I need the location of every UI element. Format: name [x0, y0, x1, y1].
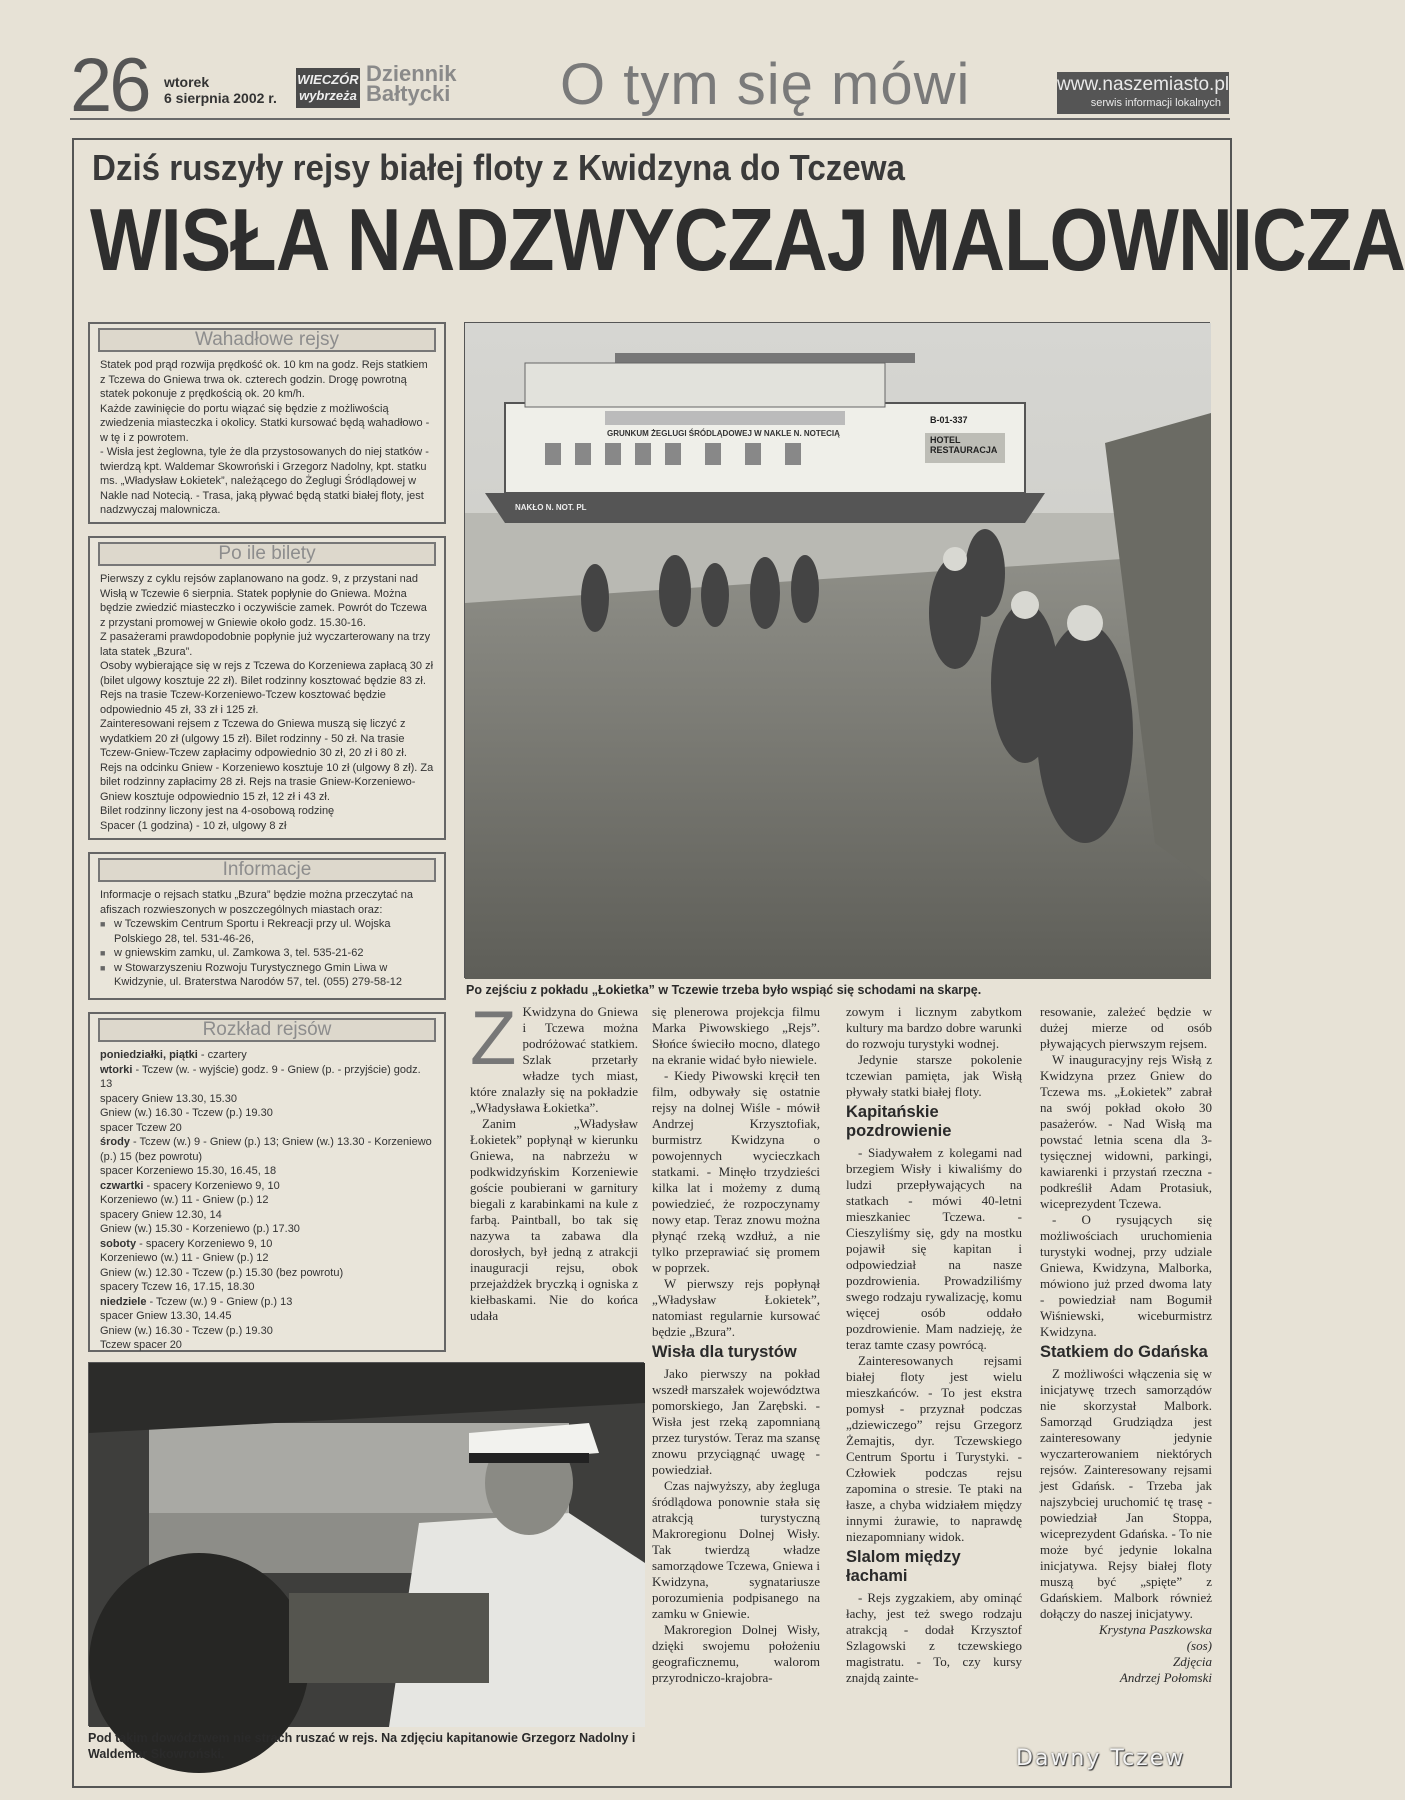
box-rozklad-rejsow	[88, 1012, 446, 1352]
paragraph: Zanim „Władysław Łokietek” popłynął w kierunku Gniewa, na nabrzeżu w podkwidzyńskim Korzeniewie goście poubierani w garnitury biegali z karabinkami na kule z farbą. Paintball, bo tak się nazywa ta zabawa dla dorosłych, był jedną z atrakcji inauguracji rejsu, obok przejażdżek bryczką i ogniska z kiełbaskami. Nie do końca udała	[470, 1116, 638, 1323]
issue-date-text: 6 sierpnia 2002 r.	[164, 90, 277, 106]
box-title: Informacje	[98, 858, 436, 882]
schedule-text: - spacery Korzeniewo 9, 10	[136, 1237, 273, 1250]
paragraph: Kwidzyna do Gniewa i Tczewa można podróżować statkiem. Szlak przetarły władze tych miast, które znalazły się na pokładzie „Władysława Łokietka”.	[470, 1004, 638, 1115]
schedule-text: - spacery Korzeniewo 9, 10	[143, 1179, 280, 1192]
page-number: 26	[70, 43, 149, 128]
schedule-day: poniedziałki, piątki	[100, 1049, 198, 1061]
boat-sign-hotel: HOTEL RESTAURACJA	[930, 435, 998, 455]
schedule-line	[100, 1164, 434, 1179]
schedule-line	[100, 1048, 434, 1063]
schedule-line	[100, 1222, 434, 1237]
schedule-text: Gniew (w.) 16.30 - Tczew (p.) 19.30	[100, 1324, 273, 1337]
box-title: Rozkład rejsów	[98, 1018, 436, 1042]
box-informacje	[88, 852, 446, 1000]
schedule-line	[100, 1251, 434, 1266]
paragraph: Jako pierwszy na pokład wszedł marszałek województwa pomorskiego, Jan Zarębski. - Wisła jest rzeką zapomnianą przez turystów. Teraz ma szansę znowu przyciągnąć uwagę - powiedział.	[652, 1366, 820, 1477]
schedule-text: Gniew (w.) 12.30 - Tczew (p.) 15.30 (bez powrotu)	[100, 1266, 344, 1279]
info-list	[100, 917, 434, 990]
schedule-text: spacer Gniew 13.30, 14.45	[100, 1310, 232, 1322]
paragraph: Makroregion Dolnej Wisły, dzięki swojemu położeniu geograficznemu, walorom przyrodniczo-krajobra-	[652, 1622, 820, 1685]
drop-cap: Z	[470, 996, 517, 1081]
paragraph: - O rysujących się możliwościach uruchomienia turystyki wodnej, przy udziale Gniewa, Kwidzyna, Malborka, mówiono już przed dwoma laty - powiedział nam Bogumił Wiśniewski, wiceburmistrz Kwidzyna.	[1040, 1212, 1212, 1339]
captains-photo-illustration	[89, 1363, 645, 1727]
schedule-day: soboty	[100, 1237, 137, 1250]
section-title: O tym się mówi	[560, 52, 971, 117]
paragraph: - Rejs zygzakiem, aby ominąć łachy, jest też swego rodzaju atrakcją - dodał Krzysztof Szlagowski z tczewskiego magistratu. - To, czy kursy znajdą zainte-	[846, 1590, 1022, 1685]
photo-credit-label: Zdjęcia	[1173, 1654, 1212, 1669]
list-item: ■ w Tczewskim Centrum Sportu i Rekreacji przy ul. Wojska Polskiego 28, tel. 531-46-26,	[100, 917, 434, 946]
paragraph: resowanie, zależeć będzie w dużej mierze od osób pływających pierwszym rejsem.	[1040, 1004, 1212, 1051]
subheading: Statkiem do Gdańska	[1040, 1343, 1208, 1361]
bottom-photo-caption: Pod takim dowództwem nie strach ruszać w rejs. Na zdjęciu kapitanowie Grzegorz Nadolny i Waldemar Skowroński.	[88, 1731, 636, 1761]
photo-captains	[88, 1362, 644, 1726]
paragraph: Zainteresowanych rejsami białej floty jest wielu mieszkańców. - To jest ekstra pomysł - przyznał podczas „dziewiczego” rejsu Grzegorz Żemajtis, dyr. Tczewskiego Centrum Sportu i Turystyki. - Człowiek podczas rejsu zapomina o stresie. Te ptaki na łasze, a chyba widziałem między innymi żurawie, to naprawdę niezapomniany widok.	[846, 1353, 1022, 1544]
website-badge	[1057, 72, 1229, 114]
list-item: ■ w gniewskim zamku, ul. Zamkowa 3, tel. 535-21-62	[100, 946, 434, 961]
schedule-line	[100, 1309, 434, 1324]
newspaper-logo-box: WIECZÓR wybrzeża	[296, 68, 360, 108]
article-column-1	[470, 996, 638, 1324]
issue-date	[164, 74, 277, 106]
schedule-line	[100, 1135, 434, 1164]
schedule-text: Korzeniewo (w.) 11 - Gniew (p.) 12	[100, 1252, 269, 1264]
website-tagline: serwis informacji lokalnych	[1090, 97, 1221, 109]
schedule-line	[100, 1237, 434, 1252]
schedule-text: Gniew (w.) 15.30 - Korzeniewo (p.) 17.30	[100, 1223, 300, 1235]
schedule-list	[100, 1048, 434, 1353]
schedule-line	[100, 1208, 434, 1223]
schedule-text: spacery Tczew 16, 17.15, 18.30	[100, 1281, 255, 1293]
schedule-line	[100, 1338, 434, 1353]
article-column-4	[1040, 1004, 1212, 1686]
author-signature: Krystyna Paszkowska	[1098, 1622, 1212, 1637]
website-url: www.naszemiasto.pl	[1057, 74, 1230, 95]
schedule-line	[100, 1092, 434, 1107]
schedule-line	[100, 1063, 434, 1092]
schedule-day: niedziele	[100, 1295, 147, 1308]
header-rule	[70, 118, 1230, 120]
list-item: ■ w Stowarzyszeniu Rozwoju Turystycznego Gmin Liwa w Kwidzynie, ul. Braterstwa Narodów 57, tel. (055) 279-58-12	[100, 961, 434, 990]
article-headline: WISŁA NADZWYCZAJ MALOWNICZA	[90, 190, 1405, 289]
issue-day: wtorek	[164, 74, 210, 90]
schedule-text: - Tczew (w.) 9 - Gniew (p.) 13; Gniew (w.) 13.30 - Korzeniewo (p.) 15 (bez powrotu)	[100, 1136, 432, 1163]
subheading: Slalom między łachami	[846, 1548, 961, 1585]
paragraph: się plenerowa projekcja filmu Marka Piwowskiego „Rejs”. Słońce świeciło mocno, dlatego na ekranie widać było niewiele.	[652, 1004, 820, 1067]
schedule-day: wtorki	[100, 1063, 133, 1076]
box-intro: Informacje o rejsach statku „Bzura” będzie można przeczytać na afiszach rozwieszonych w poszczególnych miastach oraz:	[100, 889, 414, 916]
box-text: Statek pod prąd rozwija prędkość ok. 10 km na godz. Rejs statkiem z Tczewa do Gniewa trwa ok. czterech godzin. Drogę powrotną statek pokonuje z prędkością ok. 20 km/h. Każde zawinięcie do portu wiązać się będzie z możliwością zwiedzenia miasteczka i okolicy. Statki kursować będą wahadłowo - w tę i z powrotem. - Wisła jest żeglowna, tyle że dla przystosowanych do niej statków - twierdzą kpt. Waldemar Skowroński i Grzegorz Nadolny, kpt. statku ms. „Władysław Łokietek”, należącego do Żeglugi Śródlądowej w Nakle nad Notecią. - Trasa, jaką pływać będą statki białej floty, jest nadzwyczaj malownicza.	[100, 359, 430, 516]
boat-photo-illustration	[465, 323, 1211, 979]
paragraph: Czas najwyższy, aby żegluga śródlądowa ponownie stała się atrakcją turystyczną Makroregionu Dolnej Wisły. Tak twierdzą władze samorządowe Tczewa, Gniewa i Kwidzyna, sygnatariusze porozumienia podpisanego na zamku w Gniewie.	[652, 1478, 820, 1621]
schedule-line	[100, 1106, 434, 1121]
box-title: Po ile bilety	[98, 542, 436, 566]
paragraph: Z możliwości włączenia się w inicjatywę trzech samorządów nie skorzystał Malbork. Samorząd Grudziądza jest zainteresowany jedynie wyczarterowaniem niektórych rejsów. Zainteresowany rejsami jest Gdańsk. - Trzeba jak najszybciej uruchomić tę trasę - powiedział Jan Stoppa, wiceprezydent Gdańska. - To nie może być jedynie lokalna inicjatywa. Rejsy białej floty muszą być „spięte” z Gdańskiem. Malbork również dołączy do naszej inicjatywy.	[1040, 1366, 1212, 1621]
schedule-line	[100, 1324, 434, 1339]
box-wahadlowe-rejsy	[88, 322, 446, 524]
top-photo-caption: Po zejściu z pokładu „Łokietka” w Tczewie trzeba było wspiąć się schodami na skarpę.	[466, 983, 982, 997]
author-initials: (sos)	[1186, 1638, 1212, 1653]
boat-sign-text: GRUNKUM ŻEGLUGI ŚRÓDLĄDOWEJ W NAKLE N. NOTECIĄ	[607, 429, 840, 438]
box-text: Pierwszy z cyklu rejsów zaplanowano na godz. 9, z przystani nad Wisłą w Tczewie 6 sierpnia. Statek popłynie do Gniewa. Można będzie zwiedzić miasteczko i oczywiście zamek. Powrót do Tczewa z przystani promowej w Gniewie około godz. 15.30-16. Z pasażerami prawdopodobnie popłynie już wyczarterowany na trzy lata statek „Bzura”. Osoby wybierające się w rejs z Tczewa do Korzeniewa zapłacą 30 zł (bilet ulgowy kosztuje 22 zł). Bilet rodzinny kosztować będzie 83 zł. Rejs na trasie Tczew-Korzeniewo-Tczew kosztować będzie odpowiednio 45 zł, 33 zł i 125 zł. Zainteresowani rejsem z Tczewa do Gniewa muszą się liczyć z wydatkiem 20 zł (ulgowy 15 zł). Bilet rodzinny - 50 zł. Na trasie Tczew-Gniew-Tczew zapłacimy odpowiednio 30 zł, 20 zł i 80 zł. Rejs na odcinku Gniew - Korzeniewo kosztuje 10 zł (ulgowy 8 zł). Za bilet rodzinny zapłacimy 28 zł. Rejs na trasie Gniew-Korzeniewo-Gniew kosztuje odpowiednio 15 zł, 12 zł i 43 zł. Bilet rodzinny liczony jest na 4-osobową rodzinę Spacer (1 godzina) - 10 zł, ulgowy 8 zł	[100, 573, 434, 832]
photo-credit-name: Andrzej Połomski	[1119, 1670, 1212, 1685]
schedule-line	[100, 1295, 434, 1310]
paragraph: zowym i licznym zabytkom kultury ma bardzo dobre warunki do rozwoju turystyki wodnej.	[846, 1004, 1022, 1051]
schedule-line	[100, 1121, 434, 1136]
schedule-text: - czartery	[197, 1049, 247, 1061]
schedule-day: środy	[100, 1136, 130, 1148]
schedule-line	[100, 1193, 434, 1208]
schedule-text: - Tczew (w.) 9 - Gniew (p.) 13	[146, 1295, 293, 1308]
box-title: Wahadłowe rejsy	[98, 328, 436, 352]
article-column-2	[652, 1004, 820, 1686]
schedule-text: spacery Gniew 12.30, 14	[100, 1208, 222, 1221]
boat-bow-text: NAKŁO N. NOT. PL	[515, 503, 587, 512]
subheading: Kapitańskie pozdrowienie	[846, 1103, 952, 1140]
boat-registration: B-01-337	[930, 415, 968, 425]
schedule-text: spacer Tczew 20	[100, 1121, 182, 1134]
article-kicker: Dziś ruszyły rejsy białej floty z Kwidzyna do Tczewa	[92, 147, 905, 188]
schedule-day: czwartki	[100, 1179, 144, 1192]
newspaper-logo-text: Dziennik Bałtycki	[366, 61, 457, 106]
paragraph: Jedynie starsze pokolenie tczewian pamięta, jak Wisłą pływały statki białej floty.	[846, 1052, 1022, 1099]
paragraph: - Kiedy Piwowski kręcił ten film, odbywały się ostatnie rejsy na dolnej Wiśle - mówił Andrzej Krzysztofiak, burmistrz Kwidzyna o powojennych wycieczkach statkami. - Minęło trzydzieści kilka lat i możemy z dumą powiedzieć, że rozpoczynamy nowy etap. Teraz znowu można płynąć rzeką wzdłuż, a nie tylko przeprawiać się promem w poprzek.	[652, 1068, 820, 1275]
schedule-text: Gniew (w.) 16.30 - Tczew (p.) 19.30	[100, 1107, 273, 1119]
subheading: Wisła dla turystów	[652, 1343, 797, 1361]
schedule-text: spacery Gniew 13.30, 15.30	[100, 1092, 237, 1105]
schedule-text: spacer Korzeniewo 15.30, 16.45, 18	[100, 1165, 277, 1177]
watermark: Dawny Tczew	[1016, 1746, 1186, 1771]
schedule-text: Tczew spacer 20	[100, 1339, 182, 1351]
schedule-line	[100, 1266, 434, 1281]
paragraph: W inauguracyjny rejs Wisłą z Kwidzyna przez Gniew do Tczewa ms. „Łokietek” zabrał na swój pokład około 30 pasażerów. - Nad Wisłą ma powstać letnia scena dla 3-tysięcznej widowni, parkingi, kawiarenki i przystań rzeczna - podkreślił Adam Protasiuk, wiceprezydent Tczewa.	[1040, 1052, 1212, 1211]
box-po-ile-bilety	[88, 536, 446, 840]
schedule-text: Korzeniewo (w.) 11 - Gniew (p.) 12	[100, 1194, 269, 1206]
paragraph: W pierwszy rejs popłynął „Władysław Łokietek”, natomiast regularnie kursować będzie „Bzura”.	[652, 1276, 820, 1339]
schedule-text: - Tczew (w. - wyjście) godz. 9 - Gniew (p. - przyjście) godz. 13	[100, 1063, 421, 1090]
photo-boat-passengers	[464, 322, 1210, 978]
schedule-line	[100, 1179, 434, 1194]
schedule-line	[100, 1280, 434, 1295]
article-column-3	[846, 1004, 1022, 1686]
paragraph: - Siadywałem z kolegami nad brzegiem Wisły i kiwaliśmy do ludzi przepływających na statkach - mówi 40-letni mieszkaniec Tczewa. - Cieszyliśmy się, gdy na mostku pojawił się kapitan i odpowiedział na nasze pozdrowienia. Prowadziliśmy swego rodzaju rywalizację, komu więcej osób oddało pozdrowienie. Mam nadzieję, że teraz tamte czasy powrócą.	[846, 1145, 1022, 1352]
